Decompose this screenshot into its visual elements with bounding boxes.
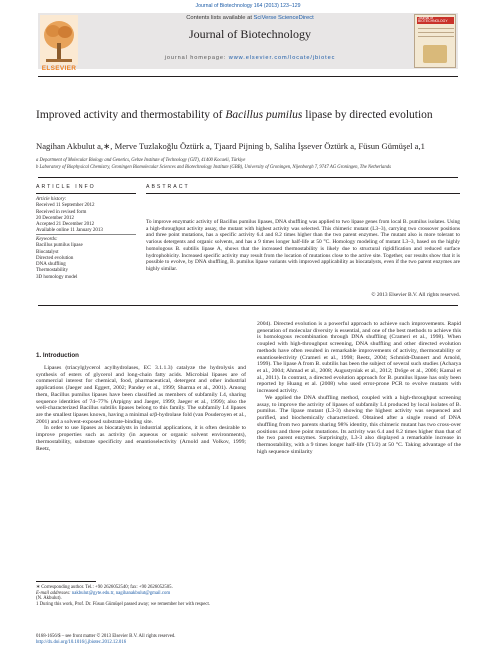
article-info-heading: ARTICLE INFO [36, 184, 96, 190]
body-paragraph: We applied the DNA shuffling method, coupled with a high-throughput screening assay, to improve the activity of lipases of subfamily I.4 produced by local isolates of B. pumilus. The lipase mutant (L3-3) showing the highest activity was sequenced and purified, and biochemically characterized. Obtained after a single round of DNA shuffling from two parents sharing 98% identity, this chimeric mutant has two cross-over positions and three point mutations. Its activity was 6.4 and 8.2 times higher than that of the two parent enzymes. Surprisingly, L3-3 also displayed a remarkable increase in thermostability, with a 9 times longer half-life (T1/2) at 50 °C. Taking advantage of the high sequence similarity [257, 394, 461, 455]
sciencedirect-link[interactable]: SciVerse ScienceDirect [253, 15, 314, 21]
publication-info [36, 634, 256, 645]
keywords-label: Keywords: [36, 237, 58, 242]
email-suffix: (N. Akbulut). [36, 596, 62, 602]
keywords-block [36, 237, 132, 281]
memorial-footnote: 1 During this work, Prof. Dr. Füsun Gümüşel passed away; we remember her with respect. [36, 602, 210, 608]
email-links[interactable]: nakbulut@gyte.edu.tr, nagihanakbulut@gmail.com [71, 590, 171, 596]
title-part: Improved activity and thermostability of [36, 109, 226, 121]
article-history [36, 197, 132, 235]
abstract-text: To improve enzymatic activity of Bacillus pumilus lipases, DNA shuffling was applied to two lipase genes from local B. pumilus isolates. Using a high-throughput activity assay, the mutant with highest activity was selected. This chimeric mutant (L3–3), carrying two crossover positions and three point mutations, has a specific activity 6.4 and 8.2 times higher than the two parent enzymes. The mutant also is more tolerant to various detergents and organic solvents, and has a 9 times longer half-life at 50 °C. Homology modeling of mutant L3–3, based on the highly homologous B. subtilis lipase A, shows that the increased thermostability is likely due to structural rigidification and reduced surface hydrophobicity. Increased specific activity may result from the location of mutations close to the active site. Together, our results show that it is possible to evolve, by DNA shuffling, B. pumilus lipase variants with improved applicability as biocatalysts, even if the two parent enzymes are highly similar. [146, 219, 460, 272]
keywords-rule [36, 234, 136, 235]
history-label: Article history: [36, 197, 67, 202]
abstract-copyright: © 2013 Elsevier B.V. All rights reserved. [371, 292, 460, 298]
body-paragraph: In order to use lipases as biocatalysts in industrial applications, it is often desirable to improve properties such as activity (in aqueous or organic solvent environments), thermostability, substrate specificity and enantioselectivity (Arnold and Volkov, 1999; Reetz, [36, 425, 246, 452]
journal-reference[interactable]: Journal of Biotechnology 164 (2013) 123–129 [195, 3, 301, 9]
affiliation-divider [38, 177, 458, 178]
journal-cover-thumbnail[interactable] [414, 14, 456, 68]
introduction-heading: 1. Introduction [36, 352, 79, 359]
issn-line: 0168-1656/$ – see front matter © 2013 Elsevier B.V. All rights reserved. [36, 634, 176, 639]
body-column-right [257, 321, 461, 455]
article-title [36, 108, 466, 122]
contents-prefix: Contents lists available at [186, 15, 254, 21]
email-label: E-mail addresses: [36, 590, 72, 596]
title-organism: Bacillus pumilus [225, 109, 303, 121]
homepage-prefix: journal homepage: [164, 55, 229, 61]
journal-title: Journal of Biotechnology [189, 27, 311, 41]
title-part: lipase by directed evolution [302, 109, 433, 121]
elsevier-tree-logo [40, 15, 78, 67]
cover-title: Journal of BIOTECHNOLOGY [418, 16, 448, 24]
history-line: Accepted 21 December 2012 [36, 222, 95, 228]
keyword-item: Thermostability [36, 268, 68, 274]
cover-image [423, 45, 447, 63]
keyword-item: Bacillus pumilus lipase [36, 243, 83, 249]
homepage-link[interactable]: www.elsevier.com/locate/jbiotec [228, 55, 336, 61]
history-line: 20 December 2012 [36, 215, 75, 221]
keyword-item: DNA shuffling [36, 262, 66, 268]
elsevier-wordmark: ELSEVIER [41, 65, 77, 72]
body-column-left [36, 365, 246, 452]
footnotes [36, 585, 248, 608]
body-paragraph: 2004). Directed evolution is a powerful approach to achieve such improvements. Rapid generation of molecular diversity is essential, and one of the best methods to achieve this is homologous recombination through DNA shuffling (Crameri et al., 1998). When coupled with high-throughput screening, DNA shuffling and other directed evolution methods have often resulted in remarkable improvements of activity, thermostability or enantioselectivity (Crameri et al., 1998; Reetz, 2004; Schmidt-Dannert and Arnold, 1999). The lipase A from B. subtilis has been the subject of several such studies (Acharya et al., 2004; Ahmad et al., 2008; Augustyniak et al., 2012; Dröge et al., 2006; Kamal et al., 2011). In contrast, a directed evolution approach for B. pumilus lipase has only been reported by Huang et al. (2008) who used error-prone PCR to evolve mutants with increased activity. [257, 321, 461, 395]
abstract-rule [146, 193, 460, 194]
cover-rule [418, 32, 454, 33]
abstract-heading: ABSTRACT [146, 184, 190, 190]
affiliation-a: a Department of Molecular Biology and Genetics, Gebze Institute of Technology (GIT), 41400 Kocaeli, Türkiye [36, 158, 246, 163]
corresponding-author-note: ∗ Corresponding author. Tel.: +90 2626052540; fax: +90 2626052505. [36, 585, 173, 590]
body-paragraph: Lipases (triacylglycerol acylhydrolases, EC 3.1.1.3) catalyze the hydrolysis and synthesis of esters of glycerol and long-chain fatty acids. Microbial lipases are of commercial interest for chemical, food, pharmaceutical, detergent and other industrial applications (Jaeger and Eggert, 2002; Pandey et al., 1999; Sharma et al., 2001). Among them, Bacillus pumilus lipases have been classified as members of subfamily I.4, sharing sequence identities of 74–77% (Arpigny and Jaeger, 1999; Jaeger et al., 1999); also the well-characterized Bacillus subtilis lipases belong to this family. The subfamily I.4 lipases are the smallest lipases known, having a minimal α/β-hydrolase fold (van Pouderoyen et al., 2001) and a solvent-exposed substrate-binding site. [36, 365, 246, 425]
affiliation-b: b Laboratory of Biophysical Chemistry, Groningen Biomolecular Sciences and Biotechnology Institute (GBB), University of Groningen, Nijenborgh 7, 9747 AG Groningen, The Netherlands [36, 165, 391, 170]
cover-rule [418, 36, 454, 37]
history-line: Received in revised form [36, 209, 87, 215]
cover-rule [418, 28, 454, 29]
journal-homepage-line [80, 55, 420, 61]
footnote-rule [36, 581, 96, 582]
abstract-divider [38, 305, 458, 306]
article-info-rule [36, 193, 136, 194]
keyword-item: 3D homology model [36, 274, 78, 280]
header-divider [38, 76, 458, 77]
keyword-item: Directed evolution [36, 255, 74, 261]
keyword-item: Biocatalyst [36, 249, 59, 255]
history-line: Received 11 September 2012 [36, 203, 95, 209]
author-list: Nagihan Akbulut a,∗, Merve Tuzlakoğlu Öztürk a, Tjaard Pijning b, Saliha İşsever Öztürk a, Füsun Gümüşel a,1 [36, 141, 425, 151]
doi-link[interactable]: http://dx.doi.org/10.1016/j.jbiotec.2012.12.016 [36, 639, 127, 645]
contents-availability-line [80, 15, 420, 21]
history-line: Available online 11 January 2013 [36, 228, 103, 234]
